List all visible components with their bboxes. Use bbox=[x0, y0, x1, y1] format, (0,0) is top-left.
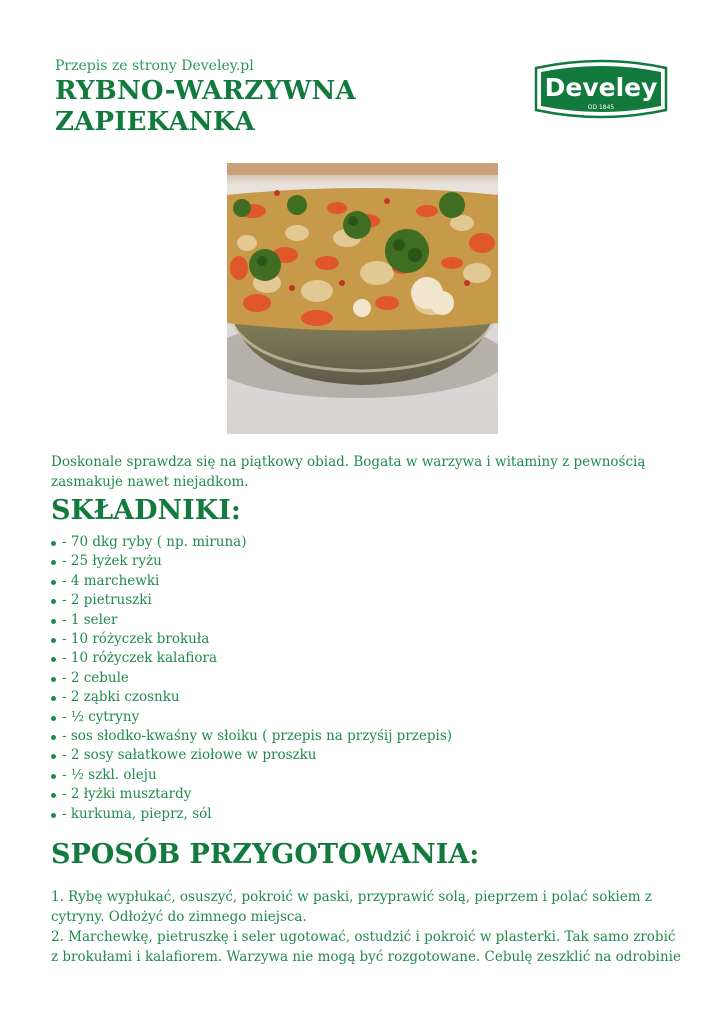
method-heading: SPOSÓB PRZYGOTOWANIA: bbox=[51, 839, 480, 870]
bullet-icon bbox=[51, 599, 56, 604]
source-note: Przepis ze strony Develey.pl bbox=[55, 58, 254, 74]
method-steps bbox=[51, 887, 683, 967]
ingredient-item: - 2 cebule bbox=[51, 669, 452, 688]
ingredient-item: - sos słodko-kwaśny w słoiku ( przepis na przyśij przepis) bbox=[51, 727, 452, 746]
recipe-title bbox=[55, 76, 356, 138]
bullet-icon bbox=[51, 619, 56, 624]
ingredient-item: - ½ szkl. oleju bbox=[51, 766, 452, 785]
ingredient-item: - 2 ząbki czosnku bbox=[51, 688, 452, 707]
logo-since-text: OD 1845 bbox=[587, 104, 615, 111]
bullet-icon bbox=[51, 735, 56, 740]
ingredient-item: - 2 łyżki musztardy bbox=[51, 785, 452, 804]
ingredient-item: - 2 pietruszki bbox=[51, 591, 452, 610]
ingredient-item: - 10 różyczek brokuła bbox=[51, 630, 452, 649]
recipe-intro: Doskonale sprawdza się na piątkowy obiad. Bogata w warzywa i witaminy z pewnością zasmakuje nawet niejadkom. bbox=[51, 454, 646, 490]
recipe-title-line-1: RYBNO-WARZYWNA bbox=[55, 76, 356, 106]
bullet-icon bbox=[51, 560, 56, 565]
bullet-icon bbox=[51, 774, 56, 779]
ingredients-list bbox=[51, 533, 452, 824]
develey-logo bbox=[532, 58, 670, 122]
bullet-icon bbox=[51, 696, 56, 701]
ingredient-item: - 10 różyczek kalafiora bbox=[51, 649, 452, 668]
bullet-icon bbox=[51, 793, 56, 798]
ingredient-item: - 25 łyżek ryżu bbox=[51, 552, 452, 571]
ingredient-item: - 1 seler bbox=[51, 611, 452, 630]
logo-brand-text: Develey bbox=[544, 73, 658, 102]
bullet-icon bbox=[51, 638, 56, 643]
recipe-title-line-2: ZAPIEKANKA bbox=[55, 107, 255, 137]
bullet-icon bbox=[51, 541, 56, 546]
bullet-icon bbox=[51, 813, 56, 818]
ingredient-item: - 2 sosy sałatkowe ziołowe w proszku bbox=[51, 746, 452, 765]
ingredient-item: - 4 marchewki bbox=[51, 572, 452, 591]
ingredient-item: - kurkuma, pieprz, sól bbox=[51, 805, 452, 824]
ingredient-item: - ½ cytryny bbox=[51, 708, 452, 727]
bullet-icon bbox=[51, 716, 56, 721]
ingredients-heading: SKŁADNIKI: bbox=[51, 495, 241, 526]
bullet-icon bbox=[51, 657, 56, 662]
bullet-icon bbox=[51, 754, 56, 759]
casserole-photo bbox=[227, 163, 498, 434]
bullet-icon bbox=[51, 677, 56, 682]
ingredient-item: - 70 dkg ryby ( np. miruna) bbox=[51, 533, 452, 552]
method-step: 1. Rybę wypłukać, osuszyć, pokroić w paski, przyprawić solą, pieprzem i polać sokiem z cytryny. Odłożyć do zimnego miejsca. bbox=[51, 889, 653, 925]
bullet-icon bbox=[51, 580, 56, 585]
method-step: 2. Marchewkę, pietruszkę i seler ugotować, ostudzić i pokroić w plasterki. Tak samo zrobić z brokułami i kalafiorem. Warzywa nie mogą być rozgotowane. Cebulę zeszklić na odrobinie bbox=[51, 929, 681, 965]
